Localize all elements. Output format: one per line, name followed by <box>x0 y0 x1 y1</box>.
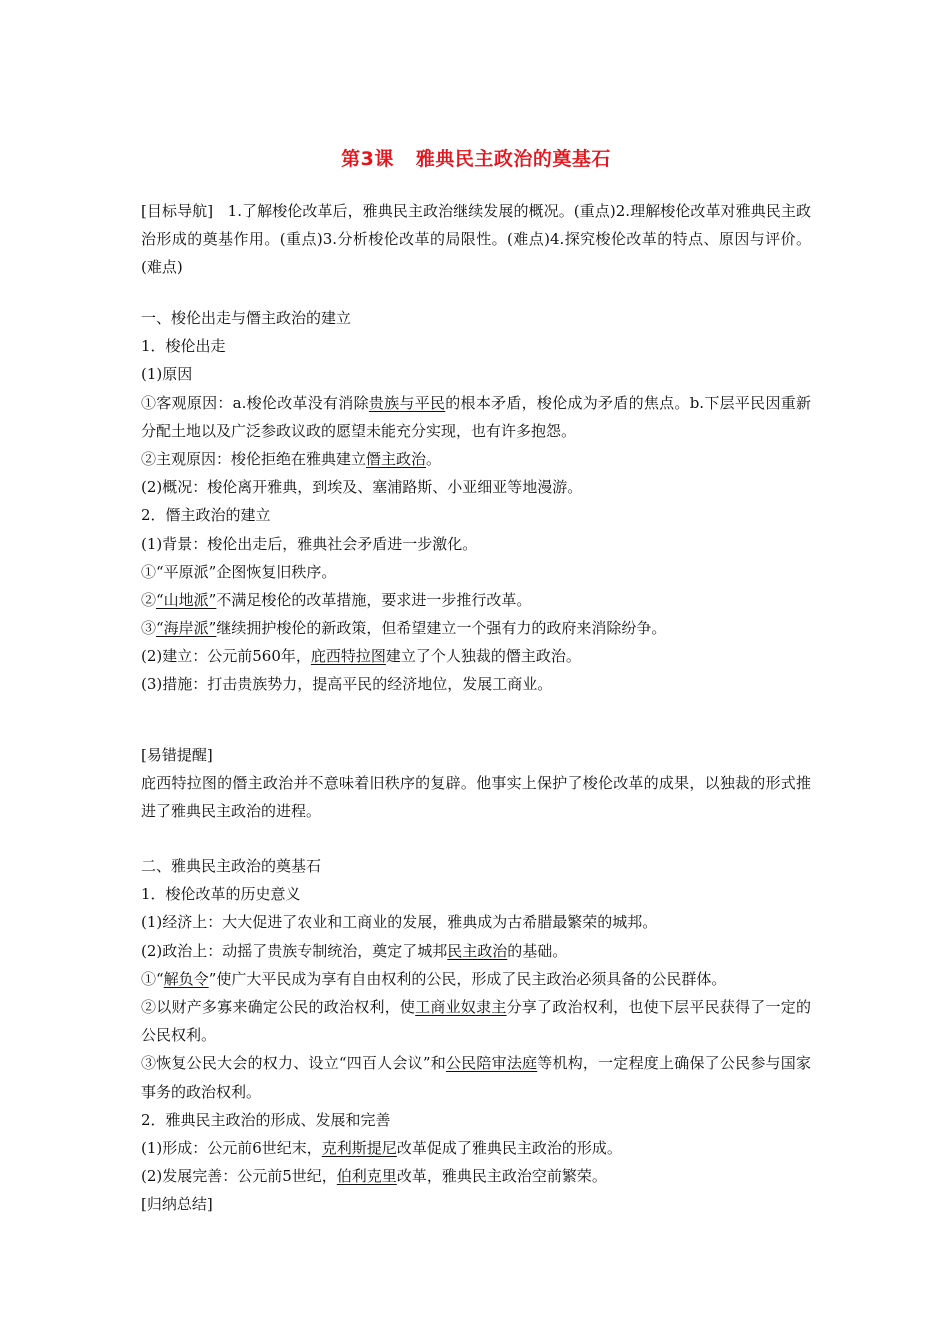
mountain-faction: ②“山地派”不满足梭伦的改革措施，要求进一步推行改革。 <box>141 590 532 609</box>
reason-label: (1)原因 <box>141 365 193 384</box>
section-1-heading: 一、梭伦出走与僭主政治的建立 <box>141 309 352 327</box>
significance-item-2: ②以财产多寡来确定公民的政治权利，使工商业奴隶主分享了政治权利，也使下层平民获得了一定的公民权利。 <box>141 997 811 1045</box>
tip-label: [易错提醒] <box>141 746 213 764</box>
development: (2)发展完善：公元前5世纪，伯利克里改革，雅典民主政治空前繁荣。 <box>141 1167 607 1186</box>
goals-paragraph <box>141 197 811 282</box>
section-1-sub2: 2．僭主政治的建立 <box>141 506 271 525</box>
lesson-number: 第3课 <box>341 148 394 170</box>
section-2-heading: 二、雅典民主政治的奠基石 <box>141 857 322 875</box>
underlined-answer: 解负令 <box>163 969 209 988</box>
significance-item-1: ①“解负令”使广大平民成为享有自由权利的公民，形成了民主政治必须具备的公民群体。 <box>141 969 727 988</box>
underlined-answer: “山地派” <box>156 590 217 609</box>
measures: (3)措施：打击贵族势力，提高平民的经济地位，发展工商业。 <box>141 675 553 694</box>
coast-faction: ③“海岸派”继续拥护梭伦的新政策，但希望建立一个强有力的政府来消除纷争。 <box>141 619 667 638</box>
section-2-sub2: 2．雅典民主政治的形成、发展和完善 <box>141 1110 391 1129</box>
section-2-sub1: 1．梭伦改革的历史意义 <box>141 885 301 904</box>
background: (1)背景：梭伦出走后，雅典社会矛盾进一步激化。 <box>141 534 478 553</box>
error-tip <box>141 741 811 826</box>
page-title <box>141 144 811 171</box>
section-1 <box>141 304 811 699</box>
section-2 <box>141 852 811 1219</box>
goals-text: 1.了解梭伦改革后，雅典民主政治继续发展的概况。(重点)2.理解梭伦改革对雅典民主政治形成的奠基作用。(重点)3.分析梭伦改革的局限性。(难点)4.探究梭伦改革的特点、原因与评价。(难点) <box>141 202 811 277</box>
tip-text: 庇西特拉图的僭主政治并不意味着旧秩序的复辟。他事实上保护了梭伦改革的成果，以独裁的形式推进了雅典民主政治的进程。 <box>141 774 811 821</box>
underlined-answer: 庇西特拉图 <box>310 647 386 666</box>
goals-label: [目标导航] <box>141 202 214 220</box>
section-1-sub1: 1．梭伦出走 <box>141 337 226 356</box>
objective-reason: ①客观原因：a.梭伦改革没有消除贵族与平民的根本矛盾，梭伦成为矛盾的焦点。b.下层平民因重新分配土地以及广泛参政议政的愿望未能充分实现，也有许多抱怨。 <box>141 393 811 440</box>
economy: (1)经济上：大大促进了农业和工商业的发展，雅典成为古希腊最繁荣的城邦。 <box>141 913 658 932</box>
formation: (1)形成：公元前6世纪末，克利斯提尼改革促成了雅典民主政治的形成。 <box>141 1138 622 1157</box>
established: (2)建立：公元前560年，庇西特拉图建立了个人独裁的僭主政治。 <box>141 647 581 666</box>
politics: (2)政治上：动摇了贵族专制统治，奠定了城邦民主政治的基础。 <box>141 941 568 960</box>
underlined-answer: 贵族与平民 <box>368 393 446 412</box>
overview: (2)概况：梭伦离开雅典，到埃及、塞浦路斯、小亚细亚等地漫游。 <box>141 478 583 497</box>
underlined-answer: 民主政治 <box>447 941 508 960</box>
underlined-answer: 伯利克里 <box>336 1167 397 1186</box>
significance-item-3: ③恢复公民大会的权力、设立“四百人会议”和公民陪审法庭等机构，一定程度上确保了公民参与国家事务的政治权利。 <box>141 1054 811 1101</box>
lesson-name: 雅典民主政治的奠基石 <box>415 148 611 170</box>
underlined-answer: 工商业奴隶主 <box>415 997 507 1016</box>
subjective-reason: ②主观原因：梭伦拒绝在雅典建立僭主政治。 <box>141 449 442 468</box>
underlined-answer: “海岸派” <box>156 619 217 638</box>
summary-label: [归纳总结] <box>141 1195 213 1214</box>
underlined-answer: 克利斯提尼 <box>321 1138 397 1157</box>
underlined-answer: 僭主政治 <box>366 449 427 468</box>
plain-faction: ①“平原派”企图恢复旧秩序。 <box>141 562 337 581</box>
underlined-answer: 公民陪审法庭 <box>445 1054 538 1073</box>
